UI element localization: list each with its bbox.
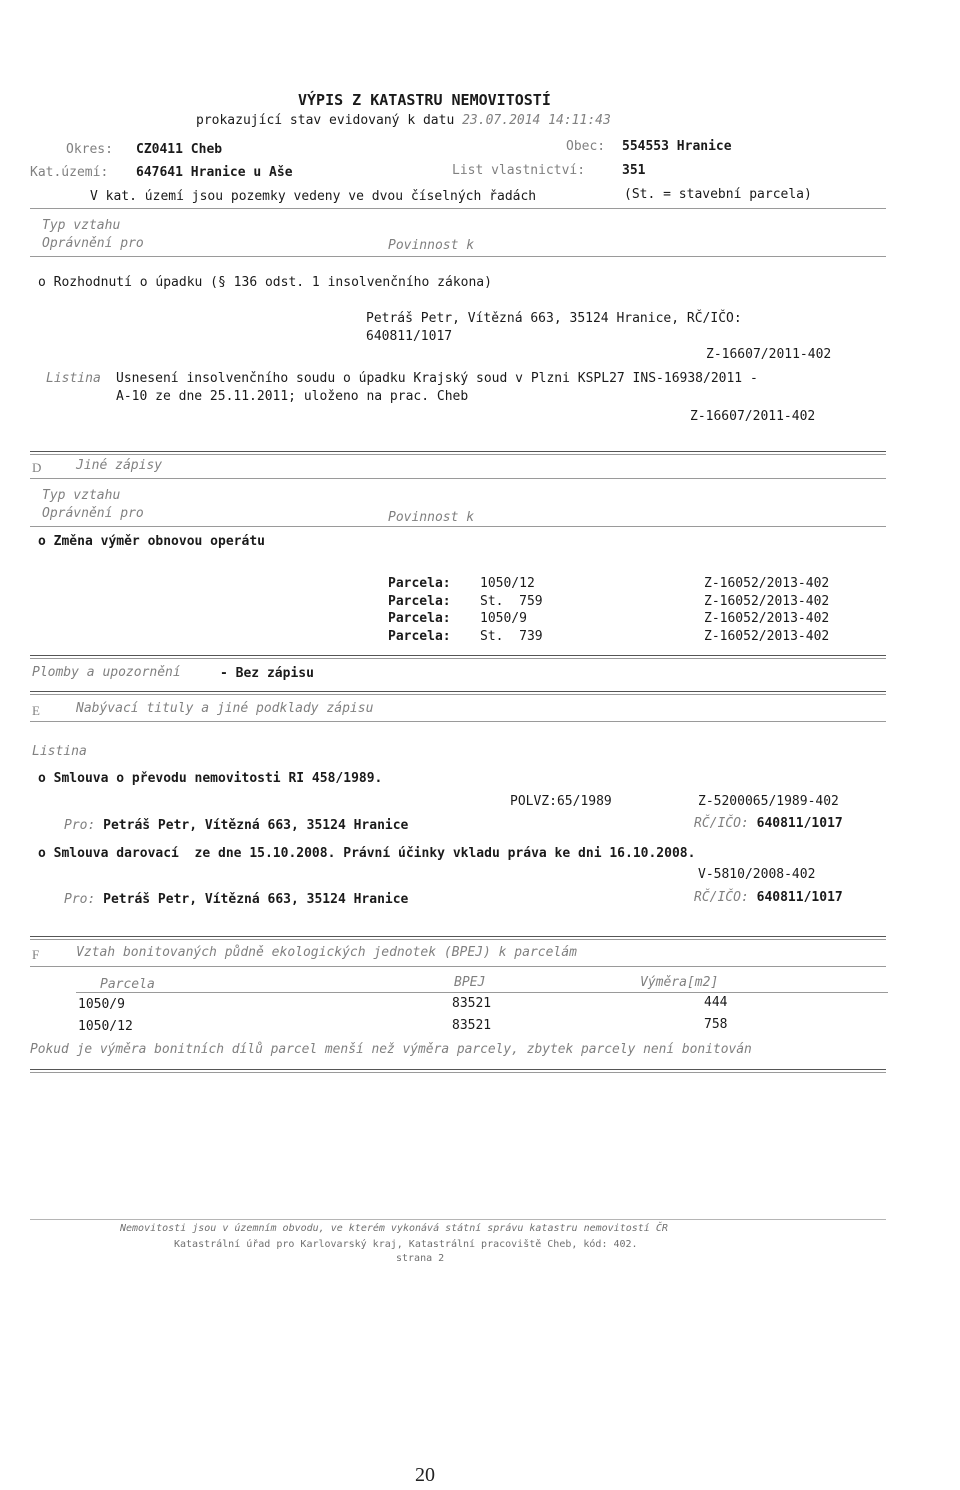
listina-line-1: Usnesení insolvenčního soudu o úpadku Krajský soud v Plzni KSPL27 INS-16938/2011 - xyxy=(116,371,758,386)
rc-label: RČ/IČO: xyxy=(694,890,749,905)
parcel-ref: Z-16052/2013-402 xyxy=(704,576,830,591)
bpej-vymera: 758 xyxy=(704,1017,728,1032)
divider xyxy=(76,992,888,993)
col-vymera-header: Výměra[m2] xyxy=(640,975,719,990)
parcel-number: St. 759 xyxy=(480,594,543,609)
listina-label: Listina xyxy=(32,744,87,759)
section-divider xyxy=(30,1069,886,1070)
parcel-label: Parcela: xyxy=(388,629,451,644)
katuzemi-label: Kat.území: xyxy=(30,165,109,180)
ref-number: V-5810/2008-402 xyxy=(698,867,816,882)
rozhodnuti-item: o Rozhodnutí o úpadku (§ 136 odst. 1 insolvenčního zákona) xyxy=(38,275,492,290)
parcel-label: Parcela: xyxy=(388,576,451,591)
pro-value: Petráš Petr, Vítězná 663, 35124 Hranice xyxy=(103,892,409,907)
obec-label: Obec: xyxy=(566,139,606,154)
lv-value: 351 xyxy=(622,163,646,178)
divider xyxy=(30,256,886,257)
pro-line xyxy=(64,892,408,908)
typ-vztahu-label: Typ vztahu xyxy=(42,218,121,233)
listina-item-1: o Smlouva o převodu nemovitosti RI 458/1989. xyxy=(38,771,383,786)
report-datetime: 23.07.2014 14:11:43 xyxy=(462,113,611,128)
divider xyxy=(30,208,886,209)
okres-value: CZ0411 Cheb xyxy=(136,142,223,157)
page-title: VÝPIS Z KATASTRU NEMOVITOSTÍ xyxy=(298,91,551,109)
listina-item-2: o Smlouva darovací ze dne 15.10.2008. Právní účinky vkladu práva ke dni 16.10.2008. xyxy=(38,846,696,861)
section-title: Jiné zápisy xyxy=(76,458,163,473)
section-title: Vztah bonitovaných půdně ekologických jednotek (BPEJ) k parcelám xyxy=(76,945,577,960)
parcel-ref: Z-16052/2013-402 xyxy=(704,594,830,609)
page-number: 20 xyxy=(415,1464,435,1486)
col-parcela-header: Parcela xyxy=(100,977,155,992)
opravneni-pro-label: Oprávnění pro xyxy=(42,506,144,521)
subtitle-prefix: prokazující stav evidovaný k datu xyxy=(196,113,455,128)
section-divider xyxy=(30,936,886,937)
bpej-parcela: 1050/12 xyxy=(78,1019,133,1034)
footer-divider xyxy=(30,1219,886,1220)
section-divider xyxy=(30,451,886,452)
divider xyxy=(30,966,886,967)
section-letter: D xyxy=(32,460,42,475)
parcel-number: 1050/9 xyxy=(480,611,527,626)
pro-label: Pro: xyxy=(64,818,96,833)
divider xyxy=(30,721,886,722)
st-note: (St. = stavební parcela) xyxy=(624,187,812,202)
section-divider xyxy=(30,1072,886,1073)
listina-label: Listina xyxy=(46,371,101,386)
listina-line-2: A-10 ze dne 25.11.2011; uloženo na prac. Cheb xyxy=(116,389,469,404)
section-divider xyxy=(30,658,886,659)
parcel-ref: Z-16052/2013-402 xyxy=(704,629,830,644)
party-line-2: 640811/1017 xyxy=(366,329,453,344)
bpej-code: 83521 xyxy=(452,1018,492,1033)
plomby-value: - Bez zápisu xyxy=(220,666,314,681)
section-divider xyxy=(30,939,886,940)
zmena-vymer-item: o Změna výměr obnovou operátu xyxy=(38,534,265,549)
section-divider xyxy=(30,691,886,692)
section-divider xyxy=(30,454,886,455)
typ-vztahu-label: Typ vztahu xyxy=(42,488,121,503)
povinnost-k-label: Povinnost k xyxy=(388,238,475,253)
parcel-label: Parcela: xyxy=(388,611,451,626)
parcel-label: Parcela: xyxy=(388,594,451,609)
katuzemi-value: 647641 Hranice u Aše xyxy=(136,165,293,180)
section-divider xyxy=(30,655,886,656)
povinnost-k-label: Povinnost k xyxy=(388,510,475,525)
section-title: Nabývací tituly a jiné podklady zápisu xyxy=(76,701,374,716)
section-letter: E xyxy=(32,703,40,718)
section-divider xyxy=(30,694,886,695)
obec-value: 554553 Hranice xyxy=(622,139,732,154)
rc-line xyxy=(694,816,843,832)
footer-line-2: Katastrální úřad pro Karlovarský kraj, Katastrální pracoviště Cheb, kód: 402. xyxy=(174,1239,638,1250)
pro-label: Pro: xyxy=(64,892,96,907)
parcel-number: St. 739 xyxy=(480,629,543,644)
ref-number: Z-16607/2011-402 xyxy=(706,347,832,362)
rc-value: 640811/1017 xyxy=(756,816,843,831)
bpej-vymera: 444 xyxy=(704,995,728,1010)
ref-number: Z-16607/2011-402 xyxy=(690,409,816,424)
ref-number: Z-5200065/1989-402 xyxy=(698,794,839,809)
parcel-number: 1050/12 xyxy=(480,576,535,591)
plomby-label: Plomby a upozornění xyxy=(32,665,181,680)
divider xyxy=(30,478,886,479)
rc-line xyxy=(694,890,843,906)
party-line-1: Petráš Petr, Vítězná 663, 35124 Hranice, RČ/IČO: xyxy=(366,311,742,326)
parcel-ref: Z-16052/2013-402 xyxy=(704,611,830,626)
bpej-note: Pokud je výměra bonitních dílů parcel menší než výměra parcely, zbytek parcely není bonitován xyxy=(30,1042,752,1057)
okres-label: Okres: xyxy=(66,142,113,157)
divider xyxy=(30,526,886,527)
rc-label: RČ/IČO: xyxy=(694,816,749,831)
col-bpej-header: BPEJ xyxy=(454,975,486,990)
bpej-parcela: 1050/9 xyxy=(78,997,125,1012)
bpej-code: 83521 xyxy=(452,996,492,1011)
pro-value: Petráš Petr, Vítězná 663, 35124 Hranice xyxy=(103,818,409,833)
footer-page-label: strana 2 xyxy=(396,1253,445,1264)
footer-line-1: Nemovitosti jsou v územním obvodu, ve kterém vykonává státní správu katastru nemovitostí ČR xyxy=(120,1223,668,1234)
subtitle xyxy=(196,113,611,129)
rc-value: 640811/1017 xyxy=(756,890,843,905)
rady-note: V kat. území jsou pozemky vedeny ve dvou číselných řadách xyxy=(90,189,537,204)
polvz-number: POLVZ:65/1989 xyxy=(510,794,612,809)
opravneni-pro-label: Oprávnění pro xyxy=(42,236,144,251)
pro-line xyxy=(64,818,408,834)
section-letter: F xyxy=(32,947,40,962)
lv-label: List vlastnictví: xyxy=(452,163,586,178)
